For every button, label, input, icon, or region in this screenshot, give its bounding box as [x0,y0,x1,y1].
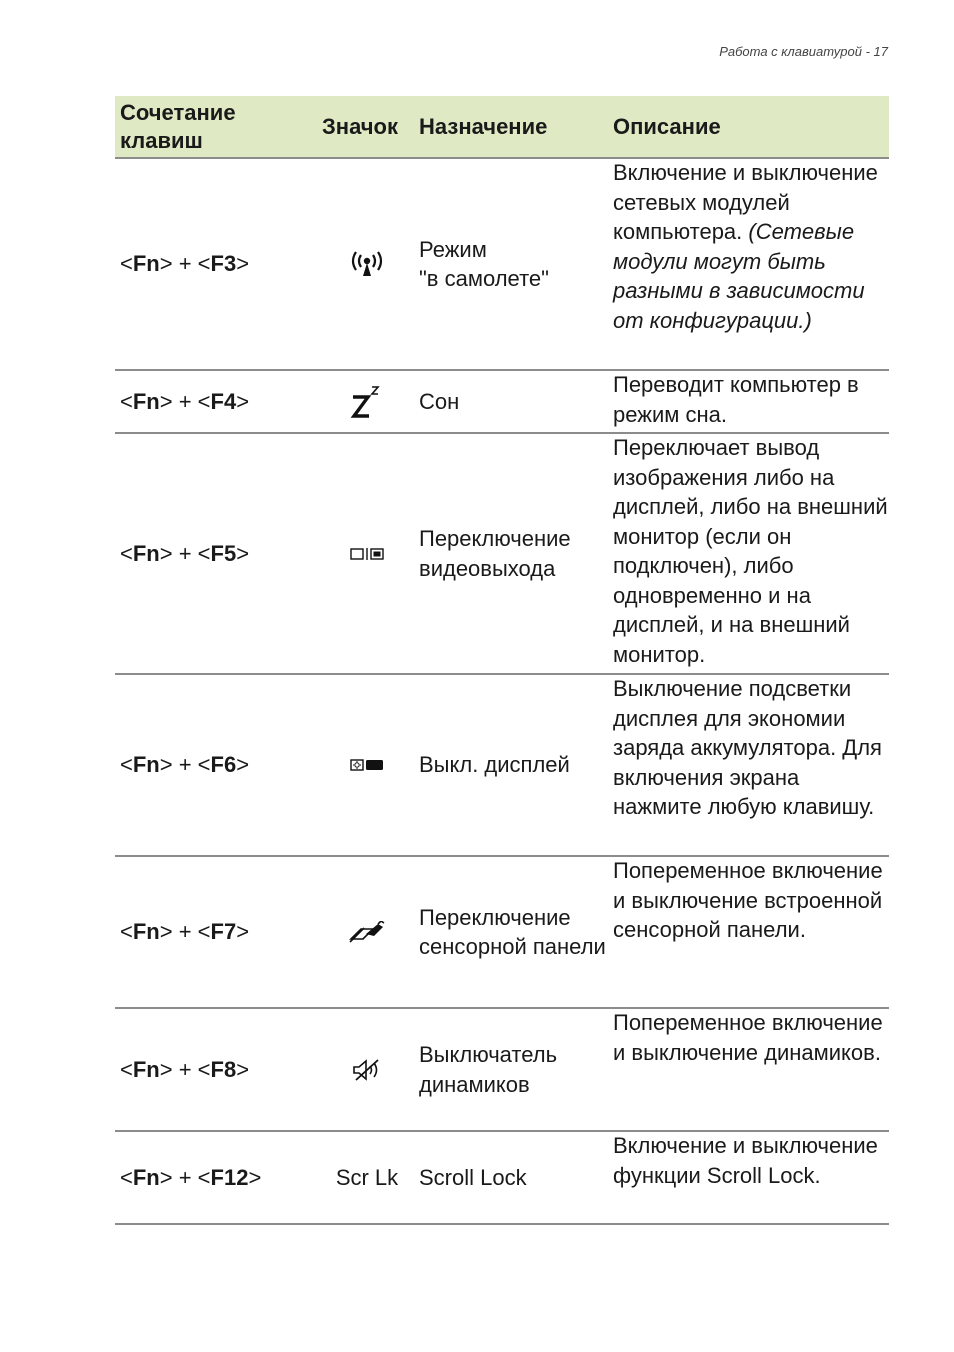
description-text: Переключает вывод изображения либо на дисплей, либо на внешний монитор (если он подключен), либо одновременно и на дисплей, и на внешний монитор. [613,435,888,667]
key-combo: < Fn > + < F5 > [120,540,250,566]
table-row [115,1009,889,1132]
purpose-text: Переключение сенсорной панели [419,904,606,959]
table-row [115,857,889,1009]
description-text: Выключение подсветки дисплея для экономии заряда аккумулятора. Для включения экрана нажмите любую клавишу. [613,676,882,819]
header-purpose: Назначение [419,113,548,139]
key-combo: < Fn > + < F12 > [120,1164,262,1190]
speaker-mute-icon [352,1058,382,1082]
hotkey-table [115,96,889,1225]
table-row [115,1132,889,1225]
purpose-text: Переключение видеовыхода [419,526,571,581]
description-text: Включение и выключение сетевых модулей компьютера. [613,160,878,244]
airplane-mode-icon [349,250,385,278]
purpose-text: Режим "в самолете" [419,236,549,291]
table-row [115,159,889,371]
description-text: Попеременное включение и выключение динамиков. [613,1010,883,1065]
key-combo: < Fn > + < F4 > [120,388,250,414]
purpose-text: Выкл. дисплей [419,752,570,778]
description-text: Включение и выключение функции Scroll Lock. [613,1133,878,1188]
display-off-icon [350,758,384,772]
key-combo: < Fn > + < F3 > [120,251,250,277]
description-note: (Сетевые модули могут быть разными в зависимости от конфигурации.) [613,219,865,333]
purpose-text: Scroll Lock [419,1164,527,1190]
table-header-row [115,96,889,159]
key-combo: < Fn > + < F6 > [120,752,250,778]
key-combo: < Fn > + < F8 > [120,1056,250,1082]
table-row [115,434,889,675]
scroll-lock-icon: Scr Lk [335,1164,399,1190]
purpose-text: Выключатель динамиков [419,1042,558,1097]
page-header: Работа с клавиатурой - 17 [719,44,888,59]
description-text: Попеременное включение и выключение встроенной сенсорной панели. [613,858,883,942]
header-keys: Сочетание клавиш [120,99,236,153]
header-description: Описание [613,113,721,139]
header-icon: Значок [322,113,398,139]
touchpad-toggle-icon [348,921,386,943]
sleep-icon [350,385,384,419]
display-toggle-icon [350,547,384,561]
description-text: Переводит компьютер в режим сна. [613,372,859,427]
purpose-text: Сон [419,388,460,414]
key-combo: < Fn > + < F7 > [120,919,250,945]
table-row [115,675,889,857]
table-row [115,371,889,434]
